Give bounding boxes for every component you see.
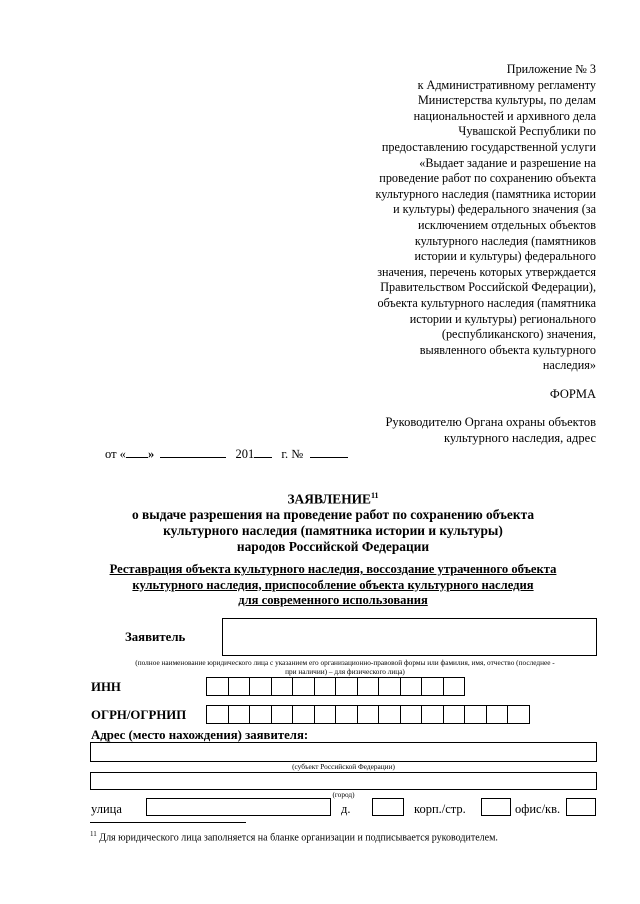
digit-cell[interactable] bbox=[292, 677, 315, 696]
digit-cell[interactable] bbox=[249, 705, 272, 724]
digit-cell[interactable] bbox=[486, 705, 509, 724]
annex-line: объекта культурного наследия (памятника bbox=[377, 295, 596, 310]
subtitle-line-3: для современного использования bbox=[238, 593, 428, 607]
month-field[interactable] bbox=[160, 445, 226, 458]
address-label: Адрес (место нахождения) заявителя: bbox=[91, 728, 309, 742]
digit-cell[interactable] bbox=[443, 677, 466, 696]
applicant-hint-line-2: при наличии) – для физического лица) bbox=[285, 667, 405, 676]
annex-line: (республиканского) значения, bbox=[441, 327, 596, 342]
footnote bbox=[90, 830, 498, 843]
date-close-quote: » bbox=[147, 447, 155, 461]
date-from-label: от « bbox=[105, 447, 126, 461]
street-field[interactable] bbox=[146, 798, 331, 816]
digit-cell[interactable] bbox=[314, 705, 337, 724]
street-label: улица bbox=[91, 802, 122, 816]
office-field[interactable] bbox=[566, 798, 596, 816]
day-field[interactable] bbox=[126, 445, 148, 458]
annex-line: наследия» bbox=[542, 358, 596, 373]
annex-line: национальностей и архивного дела bbox=[413, 108, 596, 123]
digit-cell[interactable] bbox=[228, 705, 251, 724]
title-main: ЗАЯВЛЕНИЕ bbox=[287, 491, 371, 507]
digit-cell[interactable] bbox=[335, 705, 358, 724]
applicant-hint-line-1: (полное наименование юридического лица с указанием его организационно-правовой формы или фамилия, имя, отчество (последнее - bbox=[135, 658, 555, 667]
digit-cell[interactable] bbox=[421, 677, 444, 696]
annex-line: к Административному регламенту bbox=[417, 77, 596, 92]
ogrn-cells[interactable] bbox=[206, 705, 529, 724]
title-footnote-mark: 11 bbox=[370, 491, 379, 500]
year-field[interactable] bbox=[254, 445, 272, 458]
title-line-2: о выдаче разрешения на проведение работ по сохранению объекта bbox=[131, 507, 535, 523]
date-line bbox=[105, 445, 348, 462]
digit-cell[interactable] bbox=[271, 705, 294, 724]
digit-cell[interactable] bbox=[400, 677, 423, 696]
inn-label: ИНН bbox=[91, 680, 121, 694]
annex-line: исключением отдельных объектов bbox=[417, 217, 596, 232]
addressee-block bbox=[340, 414, 596, 446]
subtitle-line-1: Реставрация объекта культурного наследия, воссоздание утраченного объекта bbox=[109, 562, 557, 576]
digit-cell[interactable] bbox=[443, 705, 466, 724]
footnote-divider bbox=[90, 822, 246, 823]
annex-line: предоставлению государственной услуги bbox=[381, 139, 596, 154]
subject-hint: (субъект Российской Федерации) bbox=[292, 762, 395, 771]
digit-cell[interactable] bbox=[249, 677, 272, 696]
digit-cell[interactable] bbox=[292, 705, 315, 724]
subtitle-line-2: культурного наследия, приспособление объекта культурного наследия bbox=[132, 577, 534, 592]
annex-line: значения, перечень которых утверждается bbox=[377, 264, 596, 279]
annex-line: «Выдает задание и разрешение на bbox=[419, 155, 596, 170]
digit-cell[interactable] bbox=[206, 677, 229, 696]
building-label: корп./стр. bbox=[414, 802, 466, 816]
addressee-line-1: Руководителю Органа охраны объектов bbox=[385, 415, 596, 429]
footnote-mark: 11 bbox=[90, 830, 97, 838]
digit-cell[interactable] bbox=[378, 677, 401, 696]
annex-line: культурного наследия (памятника истории bbox=[375, 186, 596, 201]
house-field[interactable] bbox=[372, 798, 404, 816]
digit-cell[interactable] bbox=[314, 677, 337, 696]
building-field[interactable] bbox=[481, 798, 511, 816]
work-type-subtitle bbox=[60, 562, 606, 609]
digit-cell[interactable] bbox=[464, 705, 487, 724]
inn-cells[interactable] bbox=[206, 677, 464, 696]
annex-line: истории и культуры) регионального bbox=[409, 311, 596, 326]
applicant-label: Заявитель bbox=[125, 630, 186, 644]
city-hint: (город) bbox=[332, 790, 355, 799]
applicant-hint bbox=[90, 658, 600, 676]
form-label: ФОРМА bbox=[549, 387, 596, 401]
title-line-4: народов Российской Федерации bbox=[236, 539, 430, 555]
annex-line: проведение работ по сохранению объекта bbox=[379, 171, 596, 186]
applicant-field[interactable] bbox=[222, 618, 597, 656]
digit-cell[interactable] bbox=[507, 705, 530, 724]
annex-line: и культуры) федерального значения (за bbox=[393, 202, 596, 217]
digit-cell[interactable] bbox=[228, 677, 251, 696]
annex-line: выявленного объекта культурного bbox=[419, 342, 596, 357]
annex-line: Правительством Российской Федерации), bbox=[380, 280, 596, 295]
digit-cell[interactable] bbox=[357, 677, 380, 696]
digit-cell[interactable] bbox=[400, 705, 423, 724]
annex-line: Министерства культуры, по делам bbox=[417, 93, 596, 108]
subject-field[interactable] bbox=[90, 742, 597, 762]
annex-line: Чувашской Республики по bbox=[458, 124, 596, 139]
number-label: г. № bbox=[281, 447, 304, 461]
document-title bbox=[60, 488, 606, 555]
annex-line: истории и культуры) федерального bbox=[414, 249, 596, 264]
annex-line: культурного наследия (памятников bbox=[414, 233, 596, 248]
title-line-3: культурного наследия (памятника истории и культуры) bbox=[163, 523, 503, 539]
number-field[interactable] bbox=[310, 445, 348, 458]
digit-cell[interactable] bbox=[357, 705, 380, 724]
digit-cell[interactable] bbox=[378, 705, 401, 724]
ogrn-label: ОГРН/ОГРНИП bbox=[91, 708, 187, 722]
digit-cell[interactable] bbox=[335, 677, 358, 696]
house-label: д. bbox=[341, 802, 351, 816]
addressee-line-2: культурного наследия, адрес bbox=[443, 431, 596, 445]
digit-cell[interactable] bbox=[206, 705, 229, 724]
annex-line: Приложение № 3 bbox=[506, 62, 596, 76]
city-field[interactable] bbox=[90, 772, 597, 790]
footnote-text: Для юридического лица заполняется на бланке организации и подписывается руководителем. bbox=[99, 832, 498, 844]
digit-cell[interactable] bbox=[271, 677, 294, 696]
digit-cell[interactable] bbox=[421, 705, 444, 724]
year-prefix: 201 bbox=[235, 447, 255, 461]
office-label: офис/кв. bbox=[515, 802, 561, 816]
annex-header bbox=[340, 62, 596, 374]
